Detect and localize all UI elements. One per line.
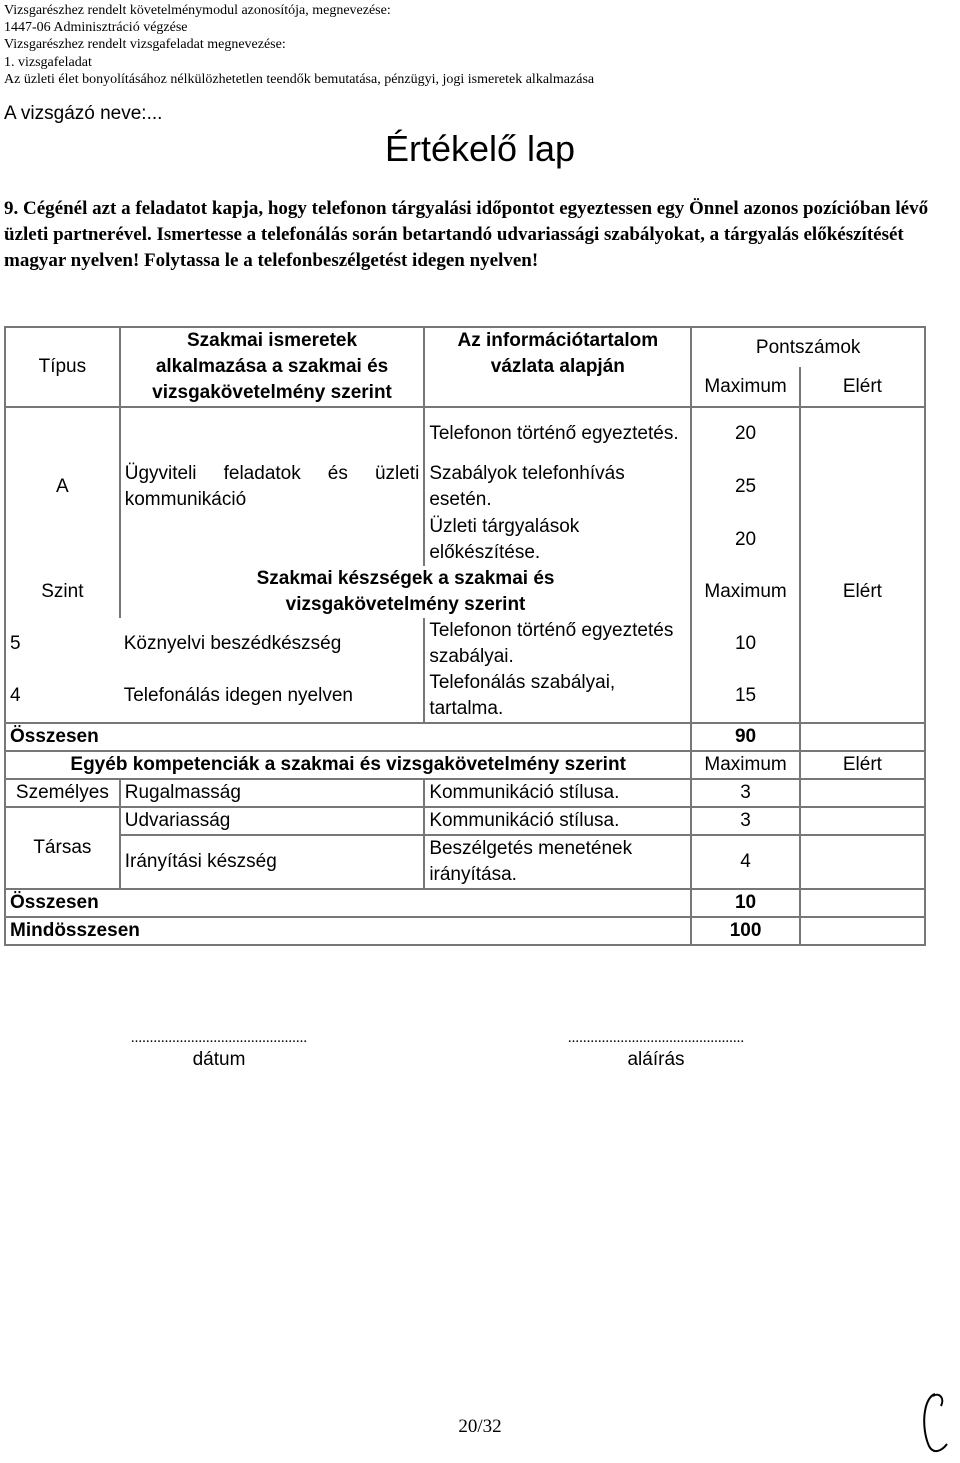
page-number: 20/32 (458, 1416, 502, 1437)
other-3-elert[interactable] (800, 835, 925, 889)
other-2-content: Kommunikáció stílusa. (424, 807, 691, 835)
skill-2-content: Telefonálás szabályai, tartalma. (424, 670, 691, 723)
examinee-name-label: A vizsgázó neve:... (4, 103, 163, 124)
content-a-2: Szabályok telefonhívás esetén. (424, 460, 691, 513)
other-2-group: Társas (5, 807, 120, 889)
header-line-task-title: Vizsgarészhez rendelt vizsgafeladat megnevezése: (4, 37, 286, 53)
header-informacio: Az információtartalom vázlata alapján (424, 327, 691, 407)
skills-maximum: Maximum (691, 566, 799, 618)
content-a-3: Üzleti tárgyalások előkészítése. (424, 513, 691, 566)
header-szint: Szint (5, 566, 120, 618)
other-1-elert[interactable] (800, 779, 925, 807)
header-szakmai-ismeretek: Szakmai ismeretek alkalmazása a szakmai és vizsgakövetelmény szerint (120, 327, 425, 407)
signature-label: aláírás (627, 1049, 685, 1070)
content-a-1: Telefonon történő egyeztetés. (424, 407, 691, 460)
mindosszesen-label: Mindösszesen (5, 917, 691, 945)
header-elert: Elért (800, 367, 925, 407)
other-2-max: 3 (691, 807, 799, 835)
header-pontszamok: Pontszámok (691, 327, 925, 367)
skill-1-elert[interactable] (800, 618, 925, 670)
skill-1-name: Köznyelvi beszédkészség (120, 618, 425, 670)
elert-a-1[interactable] (800, 407, 925, 460)
header-maximum: Maximum (691, 367, 799, 407)
skills-header: Szakmai készségek a szakmai és vizsgakövetelmény szerint (120, 566, 692, 618)
other-1-group: Személyes (5, 779, 120, 807)
header-line-module: Vizsgarészhez rendelt követelménymodul azonosítója, megnevezése: (4, 3, 391, 18)
other-1-content: Kommunikáció stílusa. (424, 779, 691, 807)
signature-dots: ............................................... (567, 1030, 745, 1046)
osszesen-1-label: Összesen (5, 723, 691, 751)
other-3-max: 4 (691, 835, 799, 889)
header-tipus: Típus (5, 327, 120, 407)
other-1-name: Rugalmasság (120, 779, 425, 807)
date-dots: ............................................... (130, 1030, 308, 1046)
other-1-max: 3 (691, 779, 799, 807)
document-header (4, 2, 594, 88)
max-a-2: 25 (691, 460, 799, 513)
osszesen-1-elert[interactable] (800, 723, 925, 751)
header-line-task-number: 1. vizsgafeladat (4, 54, 92, 70)
competence-cell (120, 407, 425, 566)
osszesen-2-elert[interactable] (800, 889, 925, 917)
skill-2-max: 15 (691, 670, 799, 723)
other-elert: Elért (800, 751, 925, 779)
date-label: dátum (192, 1049, 246, 1070)
skill-2-level: 4 (5, 670, 120, 723)
skills-elert: Elért (800, 566, 925, 618)
skill-1-max: 10 (691, 618, 799, 670)
elert-a-2[interactable] (800, 460, 925, 513)
other-2-name: Udvariasság (120, 807, 425, 835)
handwritten-mark-icon (915, 1388, 955, 1458)
max-a-3: 20 (691, 513, 799, 566)
other-3-name: Irányítási készség (120, 835, 425, 889)
skill-2-elert[interactable] (800, 670, 925, 723)
skill-2-name: Telefonálás idegen nyelven (120, 670, 425, 723)
header-line-module-name: 1447-06 Adminisztráció végzése (4, 20, 188, 36)
competence-a-line: Ügyviteli feladatok és üzleti kommunikáció (124, 463, 420, 510)
header-line-task-name: Az üzleti élet bonyolításához nélkülözhetetlen teendők bemutatása, pénzügyi, jogi ismeretek alkalmazása (4, 71, 595, 87)
type-a: A (5, 407, 120, 566)
max-a-1: 20 (691, 407, 799, 460)
evaluation-table (4, 326, 926, 946)
other-2-elert[interactable] (800, 807, 925, 835)
elert-a-3[interactable] (800, 513, 925, 566)
osszesen-1-value: 90 (691, 723, 799, 751)
other-3-content: Beszélgetés menetének irányítása. (424, 835, 691, 889)
other-header: Egyéb kompetenciák a szakmai és vizsgakövetelmény szerint (5, 751, 691, 779)
other-maximum: Maximum (691, 751, 799, 779)
task-description: 9. Cégénél azt a feladatot kapja, hogy telefonon tárgyalási időpontot egyeztessen egy Önnel azonos pozícióban lévő üzleti partnerével. Ismertesse a telefonálás során betartandó udvariassági szabályokat, a tárgyalás előkészítését magyar nyelven! Folytassa le a telefonbeszélgetést idegen nyelven! (4, 198, 929, 271)
mindosszesen-value: 100 (691, 917, 799, 945)
skill-1-level: 5 (5, 618, 120, 670)
mindosszesen-elert[interactable] (800, 917, 925, 945)
page-title: Értékelő lap (384, 128, 576, 169)
osszesen-2-label: Összesen (5, 889, 691, 917)
osszesen-2-value: 10 (691, 889, 799, 917)
skill-1-content: Telefonon történő egyeztetés szabályai. (424, 618, 691, 670)
